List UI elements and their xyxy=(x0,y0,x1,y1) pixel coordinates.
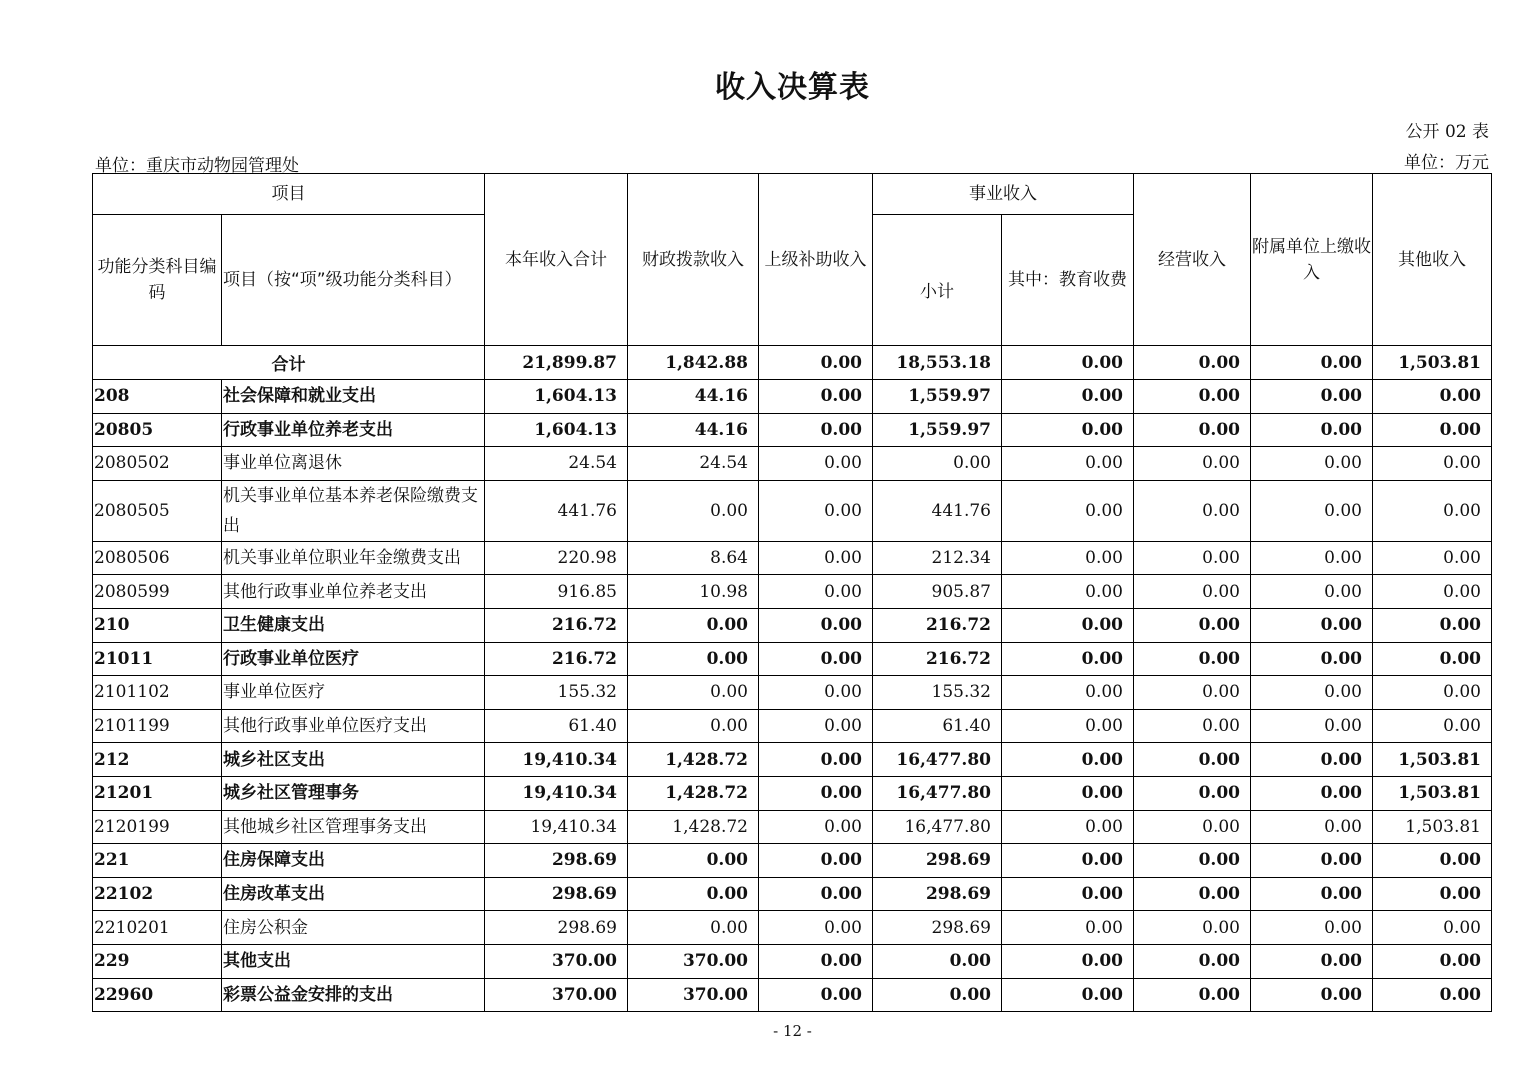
row-name: 住房改革支出 xyxy=(222,877,485,911)
row-value: 0.00 xyxy=(759,480,873,541)
form-number: 公开 02 表 xyxy=(1405,122,1489,142)
row-value: 0.00 xyxy=(759,380,873,414)
row-value: 61.40 xyxy=(873,709,1002,743)
row-value: 0.00 xyxy=(1373,709,1492,743)
row-value: 1,559.97 xyxy=(873,380,1002,414)
row-value: 216.72 xyxy=(873,608,1002,642)
row-value: 0.00 xyxy=(1251,480,1373,541)
row-code: 210 xyxy=(93,608,222,642)
row-value: 44.16 xyxy=(628,413,759,447)
row-value: 1,604.13 xyxy=(485,413,628,447)
row-value: 0.00 xyxy=(1373,413,1492,447)
table-row xyxy=(93,944,1492,978)
row-value: 1,428.72 xyxy=(628,776,759,810)
row-value: 24.54 xyxy=(485,447,628,481)
total-label: 合计 xyxy=(93,346,485,380)
row-code: 2080599 xyxy=(93,575,222,609)
row-value: 0.00 xyxy=(873,447,1002,481)
row-value: 0.00 xyxy=(759,776,873,810)
row-value: 155.32 xyxy=(485,676,628,710)
total-value: 1,842.88 xyxy=(628,346,759,380)
row-value: 0.00 xyxy=(1002,541,1134,575)
row-value: 0.00 xyxy=(759,944,873,978)
total-row xyxy=(93,346,1492,380)
table-row xyxy=(93,608,1492,642)
row-value: 298.69 xyxy=(873,844,1002,878)
header-business-group: 事业收入 xyxy=(873,174,1134,215)
row-value: 0.00 xyxy=(1251,608,1373,642)
row-value: 24.54 xyxy=(628,447,759,481)
row-value: 0.00 xyxy=(1002,447,1134,481)
row-name: 城乡社区支出 xyxy=(222,743,485,777)
row-value: 0.00 xyxy=(1134,642,1251,676)
row-value: 298.69 xyxy=(873,877,1002,911)
row-value: 1,503.81 xyxy=(1373,743,1492,777)
row-value: 0.00 xyxy=(1134,911,1251,945)
row-value: 0.00 xyxy=(1134,676,1251,710)
header-fiscal: 财政拨款收入 xyxy=(628,174,759,346)
row-value: 0.00 xyxy=(759,743,873,777)
row-value: 370.00 xyxy=(628,978,759,1012)
row-name: 住房公积金 xyxy=(222,911,485,945)
row-value: 0.00 xyxy=(873,944,1002,978)
row-value: 0.00 xyxy=(1134,844,1251,878)
row-value: 298.69 xyxy=(485,911,628,945)
row-value: 0.00 xyxy=(1373,844,1492,878)
row-value: 0.00 xyxy=(1134,944,1251,978)
table-row xyxy=(93,776,1492,810)
row-value: 0.00 xyxy=(628,608,759,642)
row-value: 0.00 xyxy=(1373,642,1492,676)
row-value: 0.00 xyxy=(759,447,873,481)
row-value: 370.00 xyxy=(628,944,759,978)
row-value: 1,428.72 xyxy=(628,743,759,777)
header-superior: 上级补助收入 xyxy=(759,174,873,346)
row-value: 0.00 xyxy=(759,575,873,609)
row-value: 16,477.80 xyxy=(873,810,1002,844)
row-value: 0.00 xyxy=(1134,380,1251,414)
row-name: 事业单位离退休 xyxy=(222,447,485,481)
row-code: 221 xyxy=(93,844,222,878)
unit-organization: 单位：重庆市动物园管理处 xyxy=(95,156,299,176)
page-title: 收入决算表 xyxy=(715,70,870,105)
row-name: 城乡社区管理事务 xyxy=(222,776,485,810)
row-value: 0.00 xyxy=(1002,844,1134,878)
table-row xyxy=(93,575,1492,609)
row-name: 行政事业单位医疗 xyxy=(222,642,485,676)
row-value: 0.00 xyxy=(628,676,759,710)
row-value: 0.00 xyxy=(628,642,759,676)
row-code: 21201 xyxy=(93,776,222,810)
header-education: 其中：教育收费 xyxy=(1002,215,1134,346)
table-row xyxy=(93,413,1492,447)
row-value: 19,410.34 xyxy=(485,743,628,777)
row-value: 212.34 xyxy=(873,541,1002,575)
row-value: 0.00 xyxy=(1251,743,1373,777)
row-name: 彩票公益金安排的支出 xyxy=(222,978,485,1012)
row-code: 21011 xyxy=(93,642,222,676)
row-value: 0.00 xyxy=(1251,978,1373,1012)
row-value: 370.00 xyxy=(485,978,628,1012)
row-value: 0.00 xyxy=(1002,676,1134,710)
table-row xyxy=(93,676,1492,710)
row-name: 机关事业单位基本养老保险缴费支出 xyxy=(222,480,485,541)
row-code: 208 xyxy=(93,380,222,414)
row-name: 其他支出 xyxy=(222,944,485,978)
row-value: 0.00 xyxy=(1002,413,1134,447)
row-value: 0.00 xyxy=(1251,709,1373,743)
page-number: - 12 - xyxy=(773,1022,812,1040)
row-code: 2101199 xyxy=(93,709,222,743)
row-name: 行政事业单位养老支出 xyxy=(222,413,485,447)
row-value: 216.72 xyxy=(485,642,628,676)
row-value: 10.98 xyxy=(628,575,759,609)
row-value: 0.00 xyxy=(1002,642,1134,676)
row-value: 0.00 xyxy=(1002,743,1134,777)
row-value: 0.00 xyxy=(759,642,873,676)
row-value: 0.00 xyxy=(759,877,873,911)
row-value: 441.76 xyxy=(485,480,628,541)
row-value: 0.00 xyxy=(628,709,759,743)
row-value: 0.00 xyxy=(1134,541,1251,575)
header-affiliated: 附属单位上缴收入 xyxy=(1251,174,1373,346)
header-name: 项目（按“项”级功能分类科目） xyxy=(222,215,485,346)
row-value: 0.00 xyxy=(1002,877,1134,911)
row-value: 905.87 xyxy=(873,575,1002,609)
table-row xyxy=(93,447,1492,481)
row-name: 事业单位医疗 xyxy=(222,676,485,710)
row-value: 0.00 xyxy=(1134,480,1251,541)
row-code: 212 xyxy=(93,743,222,777)
row-code: 2101102 xyxy=(93,676,222,710)
row-value: 0.00 xyxy=(1373,978,1492,1012)
row-value: 370.00 xyxy=(485,944,628,978)
row-value: 0.00 xyxy=(1134,978,1251,1012)
row-code: 22960 xyxy=(93,978,222,1012)
total-value: 18,553.18 xyxy=(873,346,1002,380)
row-value: 0.00 xyxy=(1251,676,1373,710)
row-value: 1,604.13 xyxy=(485,380,628,414)
row-value: 0.00 xyxy=(759,810,873,844)
row-value: 0.00 xyxy=(759,911,873,945)
total-value: 21,899.87 xyxy=(485,346,628,380)
row-value: 0.00 xyxy=(1251,575,1373,609)
total-value: 0.00 xyxy=(1002,346,1134,380)
row-value: 0.00 xyxy=(1134,608,1251,642)
total-value: 0.00 xyxy=(1134,346,1251,380)
row-code: 2080502 xyxy=(93,447,222,481)
table-row xyxy=(93,541,1492,575)
row-value: 0.00 xyxy=(1251,844,1373,878)
row-value: 0.00 xyxy=(1251,541,1373,575)
row-value: 0.00 xyxy=(1373,676,1492,710)
row-value: 0.00 xyxy=(1373,944,1492,978)
income-table xyxy=(92,173,1492,1012)
row-code: 22102 xyxy=(93,877,222,911)
row-value: 0.00 xyxy=(1251,642,1373,676)
header-operating: 经营收入 xyxy=(1134,174,1251,346)
row-value: 0.00 xyxy=(1002,575,1134,609)
row-value: 441.76 xyxy=(873,480,1002,541)
row-value: 61.40 xyxy=(485,709,628,743)
row-value: 0.00 xyxy=(1002,709,1134,743)
row-code: 2120199 xyxy=(93,810,222,844)
row-value: 298.69 xyxy=(485,844,628,878)
row-value: 220.98 xyxy=(485,541,628,575)
row-value: 0.00 xyxy=(628,911,759,945)
table-row xyxy=(93,480,1492,541)
row-value: 0.00 xyxy=(1373,447,1492,481)
table-row xyxy=(93,844,1492,878)
row-value: 0.00 xyxy=(1134,743,1251,777)
row-value: 0.00 xyxy=(1002,810,1134,844)
table-row xyxy=(93,978,1492,1012)
table-row xyxy=(93,877,1492,911)
row-value: 0.00 xyxy=(1251,810,1373,844)
row-value: 0.00 xyxy=(1134,776,1251,810)
row-value: 0.00 xyxy=(1373,380,1492,414)
table-row xyxy=(93,743,1492,777)
row-name: 其他行政事业单位医疗支出 xyxy=(222,709,485,743)
row-value: 0.00 xyxy=(1251,944,1373,978)
row-code: 2080506 xyxy=(93,541,222,575)
header-item: 项目 xyxy=(93,174,485,215)
total-value: 0.00 xyxy=(759,346,873,380)
row-value: 0.00 xyxy=(1134,709,1251,743)
row-value: 0.00 xyxy=(759,413,873,447)
row-code: 20805 xyxy=(93,413,222,447)
row-value: 1,559.97 xyxy=(873,413,1002,447)
row-value: 0.00 xyxy=(759,541,873,575)
row-value: 0.00 xyxy=(873,978,1002,1012)
row-value: 0.00 xyxy=(1134,877,1251,911)
row-value: 216.72 xyxy=(485,608,628,642)
row-value: 0.00 xyxy=(1002,480,1134,541)
row-code: 2210201 xyxy=(93,911,222,945)
row-value: 0.00 xyxy=(628,877,759,911)
row-value: 8.64 xyxy=(628,541,759,575)
row-value: 0.00 xyxy=(1251,447,1373,481)
row-value: 0.00 xyxy=(1251,911,1373,945)
row-value: 1,503.81 xyxy=(1373,810,1492,844)
row-value: 0.00 xyxy=(1373,575,1492,609)
unit-currency: 单位：万元 xyxy=(1404,153,1489,173)
row-value: 0.00 xyxy=(1002,911,1134,945)
row-value: 19,410.34 xyxy=(485,810,628,844)
row-value: 0.00 xyxy=(1251,877,1373,911)
row-name: 其他城乡社区管理事务支出 xyxy=(222,810,485,844)
row-value: 1,428.72 xyxy=(628,810,759,844)
table-row xyxy=(93,642,1492,676)
row-value: 0.00 xyxy=(628,480,759,541)
row-name: 机关事业单位职业年金缴费支出 xyxy=(222,541,485,575)
row-value: 0.00 xyxy=(1002,978,1134,1012)
table-row xyxy=(93,709,1492,743)
row-value: 16,477.80 xyxy=(873,776,1002,810)
row-code: 2080505 xyxy=(93,480,222,541)
row-value: 916.85 xyxy=(485,575,628,609)
row-value: 298.69 xyxy=(873,911,1002,945)
table-row xyxy=(93,380,1492,414)
total-value: 0.00 xyxy=(1251,346,1373,380)
row-value: 0.00 xyxy=(1373,608,1492,642)
row-value: 0.00 xyxy=(1373,911,1492,945)
row-value: 0.00 xyxy=(1002,776,1134,810)
row-value: 0.00 xyxy=(1002,380,1134,414)
row-value: 0.00 xyxy=(1134,413,1251,447)
row-value: 0.00 xyxy=(1373,541,1492,575)
row-value: 0.00 xyxy=(1002,608,1134,642)
row-code: 229 xyxy=(93,944,222,978)
row-value: 0.00 xyxy=(1251,776,1373,810)
row-value: 0.00 xyxy=(759,608,873,642)
row-value: 0.00 xyxy=(1373,480,1492,541)
header-subtotal: 小计 xyxy=(873,215,1002,346)
row-value: 44.16 xyxy=(628,380,759,414)
row-value: 298.69 xyxy=(485,877,628,911)
row-value: 155.32 xyxy=(873,676,1002,710)
row-value: 0.00 xyxy=(1373,877,1492,911)
row-value: 16,477.80 xyxy=(873,743,1002,777)
row-value: 0.00 xyxy=(759,709,873,743)
row-value: 0.00 xyxy=(1134,810,1251,844)
row-name: 社会保障和就业支出 xyxy=(222,380,485,414)
total-value: 1,503.81 xyxy=(1373,346,1492,380)
row-value: 0.00 xyxy=(759,978,873,1012)
row-value: 216.72 xyxy=(873,642,1002,676)
header-total: 本年收入合计 xyxy=(485,174,628,346)
table-row xyxy=(93,911,1492,945)
row-value: 0.00 xyxy=(1251,413,1373,447)
table-row xyxy=(93,810,1492,844)
row-value: 19,410.34 xyxy=(485,776,628,810)
row-value: 0.00 xyxy=(1134,447,1251,481)
row-value: 0.00 xyxy=(628,844,759,878)
row-value: 0.00 xyxy=(1134,575,1251,609)
row-name: 卫生健康支出 xyxy=(222,608,485,642)
row-value: 1,503.81 xyxy=(1373,776,1492,810)
header-other: 其他收入 xyxy=(1373,174,1492,346)
row-value: 0.00 xyxy=(1251,380,1373,414)
header-code: 功能分类科目编码 xyxy=(93,215,222,346)
row-value: 0.00 xyxy=(759,676,873,710)
row-name: 住房保障支出 xyxy=(222,844,485,878)
row-value: 0.00 xyxy=(1002,944,1134,978)
row-name: 其他行政事业单位养老支出 xyxy=(222,575,485,609)
row-value: 0.00 xyxy=(759,844,873,878)
